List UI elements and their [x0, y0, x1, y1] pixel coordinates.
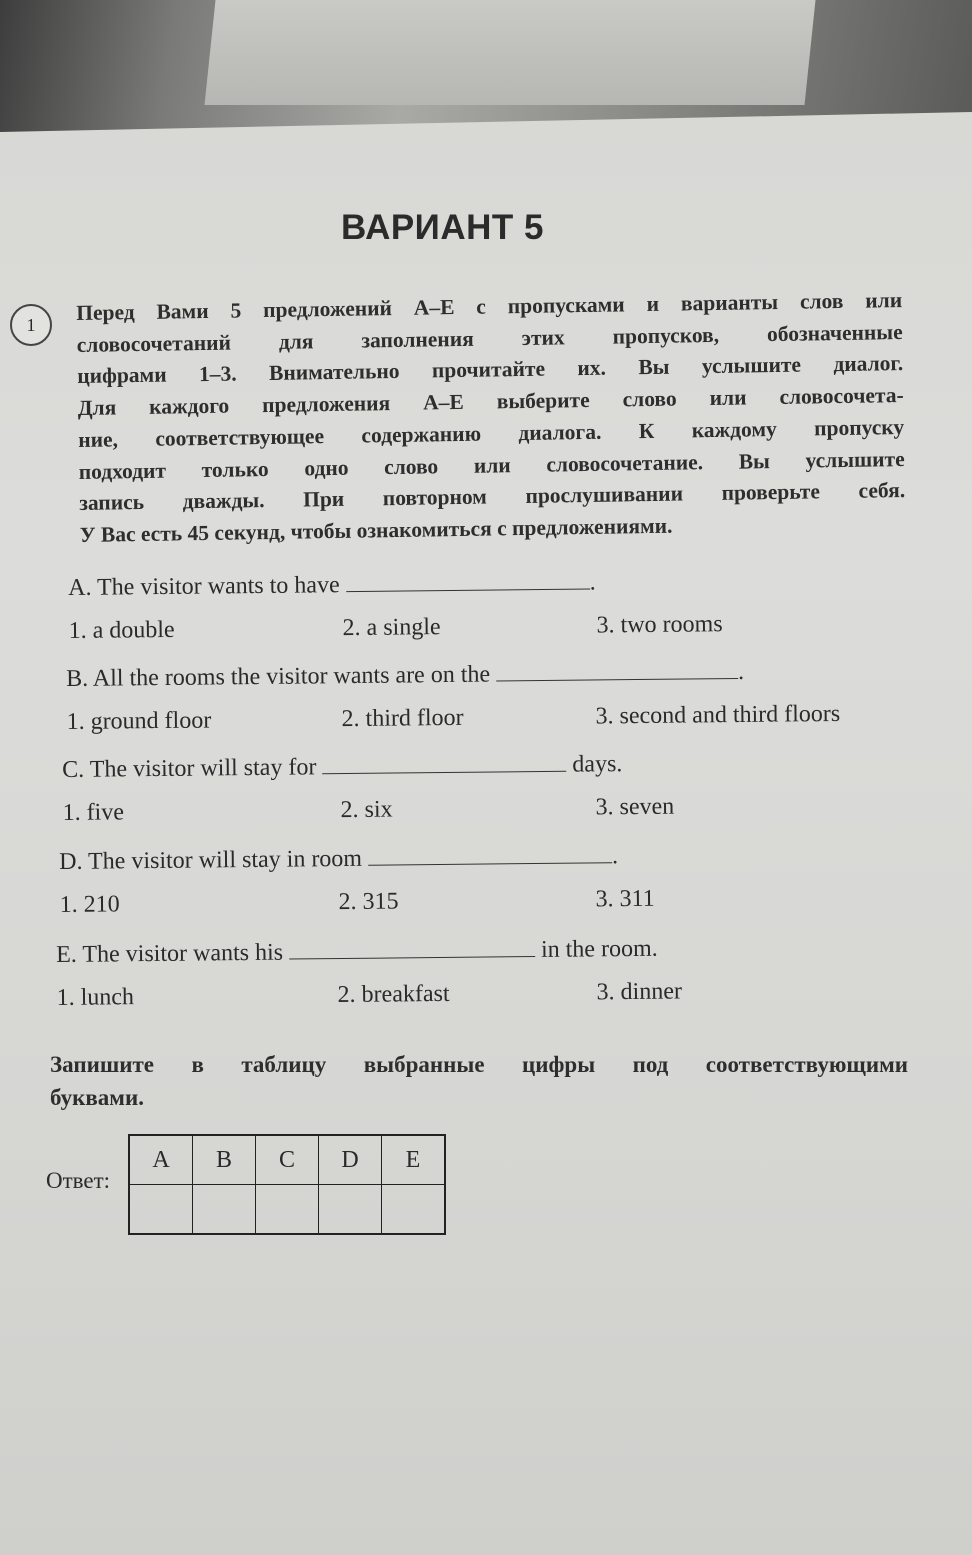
answer-header-a: A: [129, 1135, 193, 1185]
option-3: 3. second and third floors: [595, 700, 841, 730]
option-3: 3. seven: [595, 793, 675, 821]
instruction-line: подходит только одно слово или словосочетание. Вы услышите: [78, 446, 905, 484]
table-instruction-line: Запишите в таблицу выбранные цифры под соответствующими: [50, 1052, 908, 1077]
task-number-badge: 1: [10, 304, 52, 346]
stem-text: B. All the rooms the visitor wants are on the: [66, 661, 491, 692]
option-2: 2. 315: [338, 888, 399, 916]
answer-blank: [322, 749, 566, 775]
question-c: [62, 745, 923, 830]
stem-end: .: [589, 569, 596, 596]
stem-end: .: [611, 843, 619, 870]
option-1: 1. lunch: [56, 984, 135, 1011]
instruction-line: цифрами 1–3. Внимательно прочитайте их. Вы услышите диалог.: [77, 351, 904, 389]
answer-header-d: D: [319, 1135, 382, 1185]
answer-blank: [346, 567, 590, 593]
instruction-line: ние, соответствующее содержанию диалога. К каждому пропуску: [78, 414, 905, 452]
option-1: 1. 210: [59, 891, 120, 918]
answer-cell-b[interactable]: [193, 1185, 256, 1235]
stem-text: C. The visitor will stay for: [62, 754, 317, 783]
answer-cell-c[interactable]: [256, 1185, 319, 1235]
instruction-line: У Вас есть 45 секунд, чтобы ознакомиться с предложениями.: [79, 513, 673, 547]
answer-cell-d[interactable]: [319, 1185, 382, 1235]
stem-text: D. The visitor will stay in room: [59, 845, 363, 875]
answer-header-e: E: [382, 1135, 446, 1185]
option-1: 1. five: [62, 799, 125, 826]
option-2: 2. a single: [342, 614, 441, 642]
option-1: 1. ground floor: [66, 707, 212, 735]
option-1: 1. a double: [68, 616, 175, 644]
option-2: 2. six: [340, 796, 393, 824]
answer-table: [128, 1134, 446, 1235]
instruction-line: запись дважды. При повторном прослушивании проверьте себя.: [79, 478, 906, 516]
option-2: 2. breakfast: [337, 980, 450, 1009]
option-3: 3. 311: [595, 885, 655, 913]
instruction-line: Для каждого предложения А–Е выберите слово или словосочета-: [77, 383, 904, 421]
stem-text: E. The visitor wants his: [56, 939, 284, 968]
stem-end: days.: [572, 751, 623, 778]
answer-blank: [368, 840, 612, 866]
answer-blank: [496, 656, 738, 682]
stem-end: .: [737, 658, 745, 685]
task-instructions: [76, 285, 906, 552]
instruction-line: словосочетаний для заполнения этих пропусков, обозначенные: [76, 319, 903, 357]
question-b: [66, 654, 927, 739]
option-3: 3. two rooms: [596, 611, 723, 639]
stem-text: A. The visitor wants to have: [68, 572, 340, 601]
answer-input-row: [129, 1185, 445, 1235]
question-e: [56, 930, 917, 1015]
answer-header-row: [129, 1135, 445, 1185]
option-3: 3. dinner: [596, 978, 683, 1006]
answer-header-c: C: [256, 1135, 319, 1185]
question-a: [68, 563, 919, 648]
answer-cell-e[interactable]: [382, 1185, 446, 1235]
table-instruction-line: буквами.: [50, 1085, 144, 1110]
stem-end: in the room.: [540, 935, 658, 963]
instruction-line: Перед Вами 5 предложений А–Е с пропусками и варианты слов или: [76, 288, 903, 325]
background-sheet: [204, 0, 815, 105]
answer-blank: [289, 934, 535, 960]
answer-header-b: B: [193, 1135, 256, 1185]
answer-label: Ответ:: [46, 1168, 111, 1193]
question-d: [59, 837, 920, 922]
table-instruction: [50, 1048, 908, 1114]
answer-cell-a[interactable]: [129, 1185, 193, 1235]
variant-title: ВАРИАНТ 5: [341, 208, 544, 247]
option-2: 2. third floor: [341, 704, 464, 733]
